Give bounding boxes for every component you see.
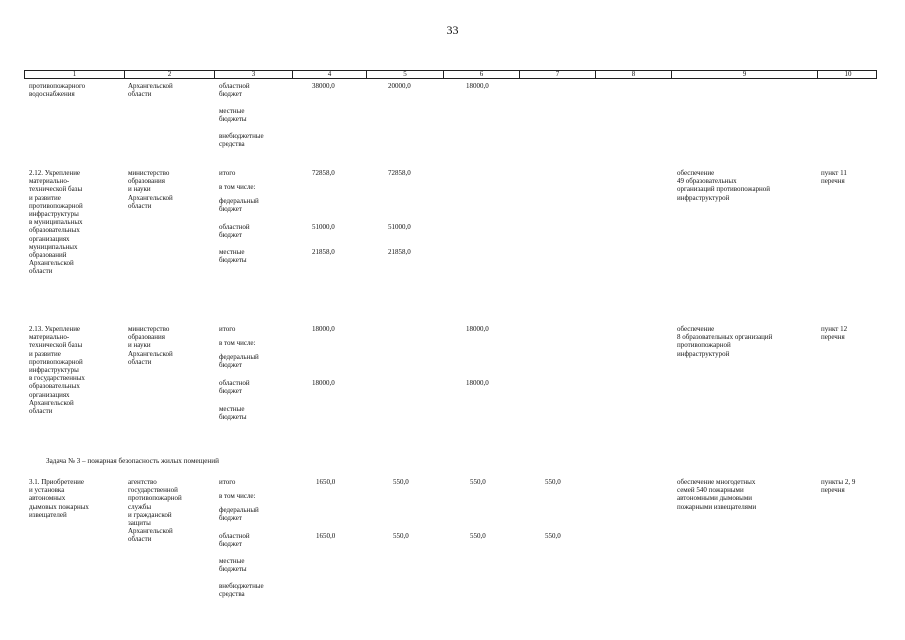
cont-col2: Архангельской области xyxy=(128,82,173,99)
header-col-3: 3 xyxy=(214,71,292,78)
row-2-12-name: 2.12. Укрепление материально- технической базы и развитие противопожарной инфраструктуры в муниципальных образовательных организациях муниципальных образований Архангельской области xyxy=(29,169,83,276)
task-3-heading: Задача № 3 – пожарная безопасность жилых помещений xyxy=(46,457,219,465)
row-3-1-obl-col4: 1650,0 xyxy=(316,532,336,540)
row-2-13-src-total: итого xyxy=(219,325,236,333)
row-2-12-src-mest: местные бюджеты xyxy=(219,248,247,265)
row-3-1-obl-col7: 550,0 xyxy=(545,532,561,540)
header-col-7: 7 xyxy=(519,71,595,78)
row-3-1-obl-col6: 550,0 xyxy=(470,532,486,540)
row-2-13-src-including: в том числе: xyxy=(219,339,256,347)
cont-source-obl: областной бюджет xyxy=(219,82,250,99)
row-3-1-obl-col5: 550,0 xyxy=(393,532,409,540)
row-3-1-src-mest: местные бюджеты xyxy=(219,557,247,574)
row-2-13-result: обеспечение 8 образовательных организаций противопожарной инфраструктурой xyxy=(677,325,773,358)
row-2-12-obl-col4: 51000,0 xyxy=(312,223,335,231)
row-2-12-total-col5: 72858,0 xyxy=(388,169,411,177)
row-2-13-reference: пункт 12 перечня xyxy=(821,325,848,342)
row-2-13-src-obl: областной бюджет xyxy=(219,379,250,396)
row-2-12-mest-col5: 21858,0 xyxy=(388,248,411,256)
page-number: 33 xyxy=(446,23,459,37)
row-3-1-reference: пункты 2, 9 перечня xyxy=(821,478,856,495)
row-2-12-src-obl: областной бюджет xyxy=(219,223,250,240)
cont-col1: противопожарного водоснабжения xyxy=(29,82,86,99)
header-col-6: 6 xyxy=(443,71,519,78)
cont-source-vneb: внебюджетные средства xyxy=(219,132,264,149)
row-3-1-src-including: в том числе: xyxy=(219,492,256,500)
cont-source-mest: местные бюджеты xyxy=(219,107,247,124)
table-header-row xyxy=(24,70,877,79)
row-2-13-name: 2.13. Укрепление материально- технической базы и развитие противопожарной инфраструктуры в государственных образовательных организациях Архангельской области xyxy=(29,325,85,416)
header-col-10: 10 xyxy=(817,71,878,78)
header-col-8: 8 xyxy=(595,71,671,78)
row-2-12-mest-col4: 21858,0 xyxy=(312,248,335,256)
row-2-12-obl-col5: 51000,0 xyxy=(388,223,411,231)
row-3-1-name: 3.1. Приобретение и установка автономных дымовых пожарных извещателей xyxy=(29,478,89,519)
row-3-1-executor: агентство государственной противопожарной службы и гражданской защиты Архангельской области xyxy=(128,478,182,544)
row-2-12-src-including: в том числе: xyxy=(219,183,256,191)
row-3-1-total-col7: 550,0 xyxy=(545,478,561,486)
row-3-1-src-total: итого xyxy=(219,478,236,486)
row-2-13-src-mest: местные бюджеты xyxy=(219,405,247,422)
row-2-12-reference: пункт 11 перечня xyxy=(821,169,847,186)
row-3-1-src-vneb: внебюджетные средства xyxy=(219,582,264,599)
row-2-12-src-fed: федеральный бюджет xyxy=(219,197,259,214)
header-col-5: 5 xyxy=(366,71,443,78)
row-2-12-src-total: итого xyxy=(219,169,236,177)
row-3-1-total-col4: 1650,0 xyxy=(316,478,336,486)
cont-value-col6: 18000,0 xyxy=(466,82,489,90)
row-3-1-total-col5: 550,0 xyxy=(393,478,409,486)
row-2-12-executor: министерство образования и науки Архангельской области xyxy=(128,169,173,210)
row-3-1-src-obl: областной бюджет xyxy=(219,532,250,549)
header-col-4: 4 xyxy=(292,71,366,78)
row-3-1-src-fed: федеральный бюджет xyxy=(219,506,259,523)
row-2-13-executor: министерство образования и науки Архангельской области xyxy=(128,325,173,366)
row-2-13-obl-col6: 18000,0 xyxy=(466,379,489,387)
row-2-12-total-col4: 72858,0 xyxy=(312,169,335,177)
header-col-1: 1 xyxy=(72,70,77,78)
header-col-2: 2 xyxy=(124,71,214,78)
row-2-13-total-col4: 18000,0 xyxy=(312,325,335,333)
row-2-13-src-fed: федеральный бюджет xyxy=(219,353,259,370)
row-2-12-result: обеспечение 49 образовательных организаций противопожарной инфраструктурой xyxy=(677,169,771,202)
cont-value-col4: 38000,0 xyxy=(312,82,335,90)
row-2-13-total-col6: 18000,0 xyxy=(466,325,489,333)
cont-value-col5: 20000,0 xyxy=(388,82,411,90)
header-col-9: 9 xyxy=(671,71,817,78)
row-2-13-obl-col4: 18000,0 xyxy=(312,379,335,387)
row-3-1-result: обеспечение многодетных семей 540 пожарными автономными дымовыми пожарными извещателями xyxy=(677,478,757,511)
row-3-1-total-col6: 550,0 xyxy=(470,478,486,486)
